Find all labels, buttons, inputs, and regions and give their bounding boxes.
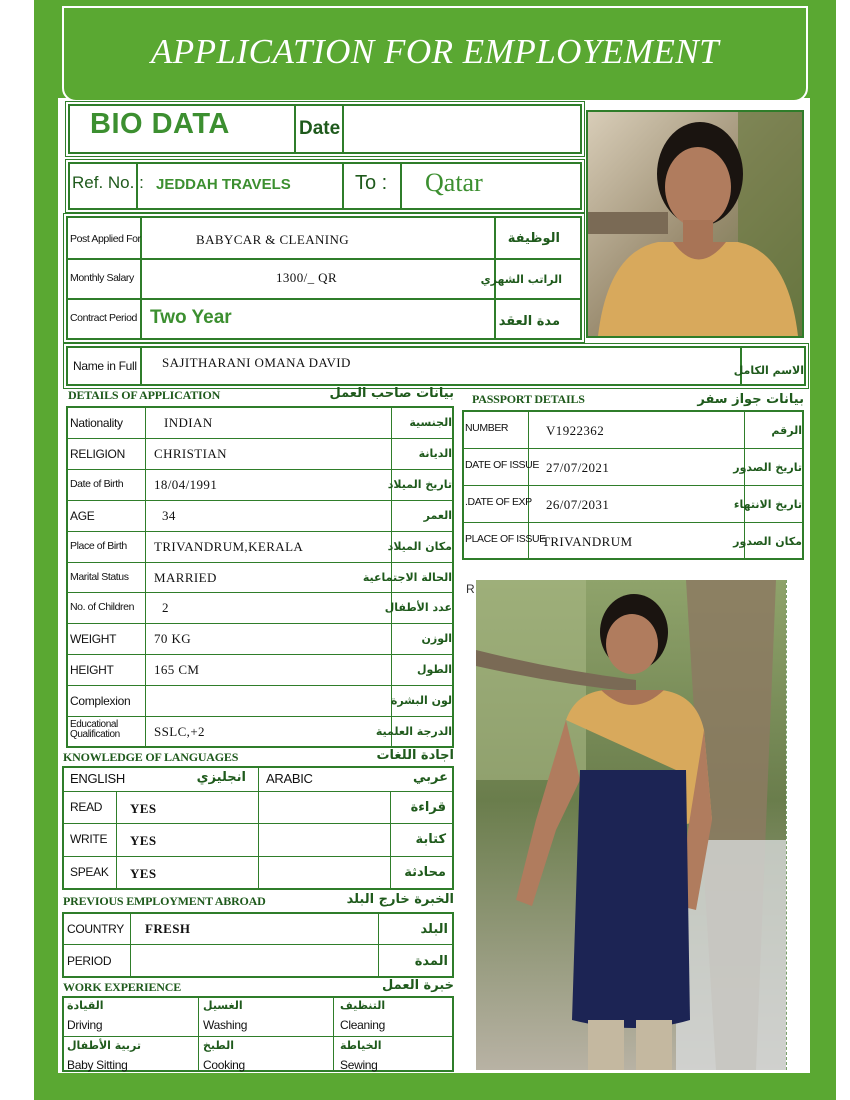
job-label-contract: Contract Period — [70, 312, 137, 324]
name-ar: الاسم الكامل — [733, 364, 804, 377]
lang-english-label: ENGLISH — [70, 771, 125, 786]
details-ar-label: الديانة — [418, 446, 452, 460]
passport-label: PLACE OF ISSUE — [465, 533, 546, 545]
passport-label: NUMBER — [465, 422, 509, 434]
work-item-ar: الطبخ — [203, 1039, 235, 1052]
details-ar-label: الحالة الاجتماعية — [362, 570, 452, 584]
work-item-label: Washing — [203, 1018, 248, 1032]
passport-ar-label: تاريخ الانتهاء — [733, 498, 802, 511]
lang-skill-label: SPEAK — [70, 865, 109, 879]
previous-value: FRESH — [145, 921, 191, 936]
details-heading-ar: بيانات صاحب العمل — [329, 386, 454, 401]
languages-heading-ar: اجادة اللغات — [376, 748, 454, 763]
details-value: CHRISTIAN — [154, 445, 227, 461]
job-ar-post: الوظيفة — [507, 231, 560, 246]
details-value: 165 CM — [154, 662, 200, 678]
work-item-label: Baby Sitting — [67, 1058, 128, 1072]
details-value: 2 — [162, 600, 169, 616]
details-ar-label: عدد الأطفال — [384, 601, 452, 615]
passport-heading: PASSPORT DETAILS — [472, 392, 585, 406]
previous-label: COUNTRY — [67, 922, 125, 936]
details-ar-label: الطول — [416, 663, 452, 677]
details-label: Date of Birth — [70, 477, 124, 490]
details-value: MARRIED — [154, 569, 217, 585]
work-heading-ar: خبرة العمل — [382, 978, 454, 993]
details-value: 34 — [162, 507, 176, 523]
details-label: Educational Qualification — [70, 719, 120, 740]
job-value-contract: Two Year — [150, 307, 232, 328]
applicant-full-photo — [476, 580, 786, 1070]
job-label-post: Post Applied For — [70, 233, 141, 245]
details-row-divider — [67, 654, 453, 655]
details-row-divider — [67, 623, 453, 624]
work-item-ar: القيادة — [67, 999, 104, 1012]
details-row-divider — [67, 531, 453, 532]
details-label: WEIGHT — [70, 632, 117, 647]
details-heading: DETAILS OF APPLICATION — [68, 388, 221, 402]
passport-row-divider — [463, 448, 803, 449]
lang-english-ar: انجليزي — [196, 770, 246, 785]
lang-skill-label: READ — [70, 800, 103, 814]
ref-value: JEDDAH TRAVELS — [156, 176, 291, 193]
details-ar-label: الجنسية — [409, 416, 452, 429]
details-value: 18/04/1991 — [154, 476, 218, 492]
work-item-label: Sewing — [340, 1058, 378, 1072]
name-label: Name in Full — [73, 359, 137, 373]
passport-value: 27/07/2021 — [546, 460, 610, 475]
date-label: Date — [299, 118, 341, 139]
work-item-label: Cooking — [203, 1058, 245, 1072]
passport-row-divider — [463, 485, 803, 486]
details-value: SSLC,+2 — [154, 724, 205, 739]
details-ar-label: لون البشرة — [390, 694, 452, 708]
passport-ar-label: مكان الصدور — [733, 535, 802, 548]
details-value: TRIVANDRUM,KERALA — [154, 538, 304, 554]
details-ar-label: العمر — [423, 508, 452, 522]
previous-ar-label: البلد — [420, 922, 448, 937]
details-label: AGE — [70, 508, 95, 523]
details-row-divider — [67, 716, 453, 717]
details-label: HEIGHT — [70, 663, 114, 678]
page-title: APPLICATION FOR EMPLOYEMENT — [150, 32, 720, 71]
details-ar-label: مكان الميلاد — [387, 539, 452, 553]
title-banner — [62, 6, 808, 102]
lang-english-value: YES — [130, 801, 157, 816]
lang-skill-ar: كتابة — [415, 832, 446, 847]
lang-skill-ar: قراءة — [410, 800, 446, 815]
details-label: Marital Status — [70, 570, 129, 583]
lang-english-value: YES — [130, 833, 157, 848]
previous-heading: PREVIOUS EMPLOYMENT ABROAD — [63, 894, 266, 908]
details-row-divider — [67, 685, 453, 686]
details-label: Complexion — [70, 694, 131, 709]
details-label: RELIGION — [70, 446, 125, 461]
passport-ar-label: تاريخ الصدور — [733, 461, 802, 474]
job-value-salary: 1300/_ QR — [276, 270, 338, 285]
details-row-divider — [67, 562, 453, 563]
details-label: Place of Birth — [70, 539, 127, 552]
lang-arabic-label: ARABIC — [266, 771, 313, 786]
passport-ar-label: الرقم — [771, 424, 802, 437]
job-ar-contract: مدة العقد — [498, 314, 560, 329]
to-label: To : — [355, 172, 388, 194]
details-row-divider — [67, 500, 453, 501]
passport-heading-ar: بيانات جواز سفر — [697, 392, 804, 407]
work-item-label: Driving — [67, 1018, 103, 1032]
work-item-ar: الغسيل — [203, 999, 243, 1012]
details-label: Nationality — [70, 416, 123, 430]
job-ar-salary: الراتب الشهري — [480, 273, 562, 286]
details-ar-label: الوزن — [421, 632, 452, 646]
previous-label: PERIOD — [67, 954, 112, 968]
languages-heading: KNOWLEDGE OF LANGUAGES — [63, 750, 239, 764]
ref-box — [68, 162, 582, 210]
name-value: SAJITHARANI OMANA DAVID — [162, 355, 351, 370]
details-ar-label: تاريخ الميلاد — [387, 477, 452, 491]
work-heading: WORK EXPERIENCE — [63, 980, 182, 994]
passport-label: DATE OF ISSUE — [465, 459, 539, 471]
passport-label: .DATE OF EXP — [465, 496, 532, 508]
ref-label: Ref. No. : — [72, 173, 144, 192]
lang-skill-ar: محادثة — [404, 865, 446, 880]
details-row-divider — [67, 592, 453, 593]
photo-dashed-border — [786, 580, 804, 1070]
passport-row-divider — [463, 522, 803, 523]
work-item-ar: الخياطة — [340, 1039, 382, 1052]
work-item-ar: التنظيف — [340, 999, 386, 1012]
to-value: Qatar — [425, 168, 483, 197]
photo-tag: R — [466, 582, 475, 596]
work-item-ar: تربية الأطفال — [67, 1039, 142, 1052]
passport-value: V1922362 — [546, 423, 605, 438]
passport-value: TRIVANDRUM — [542, 534, 633, 549]
details-label: No. of Children — [70, 601, 135, 614]
lang-arabic-ar: عربي — [412, 770, 448, 785]
passport-value: 26/07/2031 — [546, 497, 610, 512]
details-ar-label: الدرجة العلمية — [375, 725, 452, 738]
details-row-divider — [67, 469, 453, 470]
work-item-label: Cleaning — [340, 1018, 385, 1032]
job-value-post: BABYCAR & CLEANING — [196, 232, 350, 247]
lang-skill-label: WRITE — [70, 832, 108, 846]
details-row-divider — [67, 438, 453, 439]
previous-heading-ar: الخبرة خارج البلد — [346, 892, 454, 907]
lang-english-value: YES — [130, 866, 157, 881]
previous-ar-label: المدة — [414, 954, 448, 969]
job-label-salary: Monthly Salary — [70, 272, 134, 284]
bio-data-heading: BIO DATA — [90, 108, 230, 140]
details-value: 70 KG — [154, 631, 192, 647]
details-value: INDIAN — [164, 415, 213, 430]
applicant-portrait-photo — [586, 110, 804, 338]
